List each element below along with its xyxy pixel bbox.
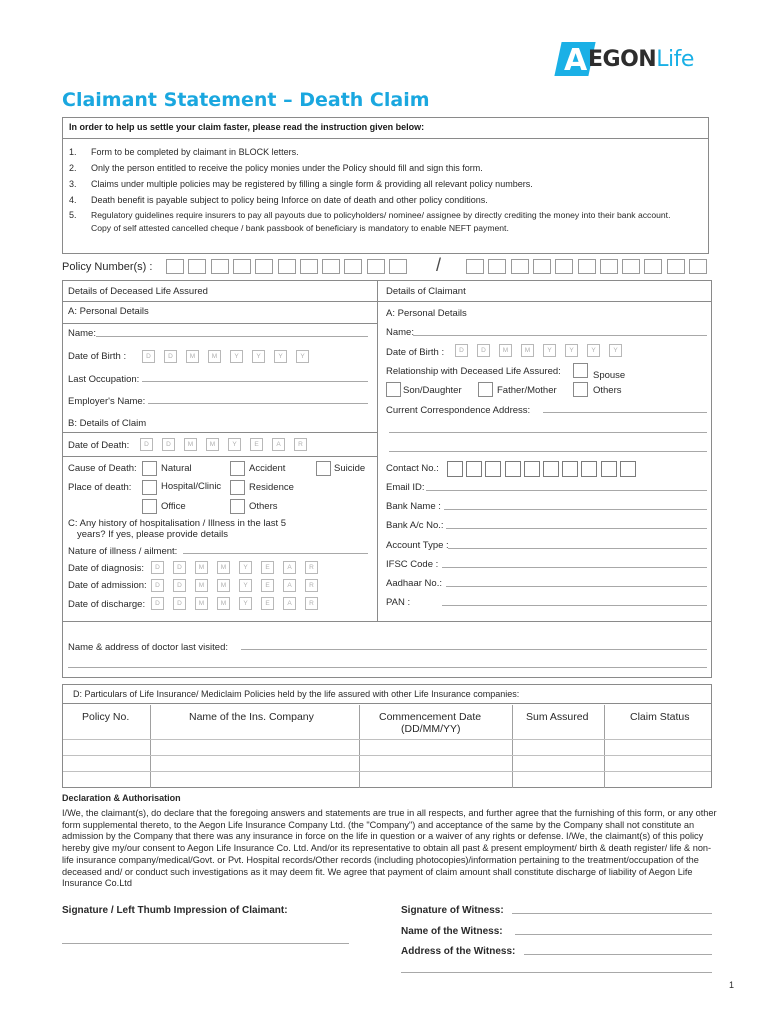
instructions-heading: In order to help us settle your claim faster, please read the instruction given below: [69, 122, 425, 132]
deceased-section-a: A: Personal Details [68, 306, 149, 317]
date-digit-box[interactable]: M [184, 438, 197, 451]
date-digit-box[interactable]: M [521, 344, 534, 357]
date-digit-box[interactable]: D [477, 344, 490, 357]
date-digit-box[interactable]: E [261, 597, 274, 610]
policy-number-digit-box[interactable] [255, 259, 273, 274]
policy-number-label: Policy Number(s) : [62, 261, 153, 273]
witness-signature-field[interactable] [512, 913, 712, 914]
date-digit-box[interactable]: M [186, 350, 199, 363]
policy-number-digit-box[interactable] [644, 259, 662, 274]
doctor-field-1[interactable] [241, 649, 707, 650]
policy-number-digit-box[interactable] [322, 259, 340, 274]
cause-accident-checkbox[interactable] [230, 461, 245, 476]
policy-number-digit-box[interactable] [389, 259, 407, 274]
contact-digit-box[interactable] [543, 461, 559, 477]
col-sum-assured: Sum Assured [526, 711, 589, 723]
policy-number-digit-box[interactable] [600, 259, 618, 274]
contact-label: Contact No.: [386, 463, 439, 474]
deceased-name-field[interactable] [96, 336, 368, 337]
declaration-heading: Declaration & Authorisation [62, 793, 181, 803]
contact-digit-box[interactable] [524, 461, 540, 477]
policy-number-digit-box[interactable] [555, 259, 573, 274]
deceased-dob-label: Date of Birth : [68, 351, 127, 362]
claimant-name-label: Name: [386, 327, 414, 338]
witness-address-label: Address of the Witness: [401, 946, 516, 957]
date-digit-box[interactable]: A [283, 561, 296, 574]
date-digit-box[interactable]: M [499, 344, 512, 357]
admission-label: Date of admission: [68, 580, 147, 591]
date-digit-box[interactable]: Y [228, 438, 241, 451]
dod-label: Date of Death: [68, 440, 130, 451]
account-type-field[interactable] [448, 548, 707, 549]
date-digit-box[interactable]: Y [609, 344, 622, 357]
deceased-section-c2: years? If yes, please provide details [77, 529, 229, 540]
date-digit-box[interactable]: Y [252, 350, 265, 363]
date-digit-box[interactable]: M [217, 561, 230, 574]
contact-digit-box[interactable] [581, 461, 597, 477]
address-field-1[interactable] [543, 412, 707, 413]
claimant-dob-label: Date of Birth : [386, 347, 445, 358]
witness-name-field[interactable] [515, 934, 712, 935]
deceased-occupation-field[interactable] [142, 381, 368, 382]
ifsc-field[interactable] [442, 567, 707, 568]
illness-label: Nature of illness / ailment: [68, 546, 178, 557]
col-company: Name of the Ins. Company [189, 711, 314, 723]
deceased-section-c: C: Any history of hospitalisation / Illness in the last 5 [68, 518, 287, 529]
deceased-name-label: Name: [68, 328, 96, 339]
policy-number-digit-box[interactable] [300, 259, 318, 274]
contact-digit-box[interactable] [562, 461, 578, 477]
cause-suicide-checkbox[interactable] [316, 461, 331, 476]
date-digit-box[interactable]: M [195, 579, 208, 592]
policy-number-digit-box[interactable] [344, 259, 362, 274]
cause-label: Cause of Death: [68, 463, 137, 474]
policy-number-digit-box[interactable] [188, 259, 206, 274]
witness-address-field-2[interactable] [401, 972, 712, 973]
date-digit-box[interactable]: D [173, 579, 186, 592]
date-digit-box[interactable]: D [151, 561, 164, 574]
date-digit-box[interactable]: R [294, 438, 307, 451]
place-label: Place of death: [68, 482, 132, 493]
contact-digit-box[interactable] [505, 461, 521, 477]
bank-name-field[interactable] [444, 509, 707, 510]
diagnosis-label: Date of diagnosis: [68, 563, 145, 574]
date-digit-box[interactable]: D [151, 579, 164, 592]
bank-ac-label: Bank A/c No.: [386, 520, 444, 531]
date-digit-box[interactable]: D [142, 350, 155, 363]
date-digit-box[interactable]: D [164, 350, 177, 363]
cause-suicide-label: Suicide [334, 463, 366, 474]
date-digit-box[interactable]: M [208, 350, 221, 363]
policy-number-digit-box[interactable] [166, 259, 184, 274]
policy-number-digit-box[interactable] [488, 259, 506, 274]
email-field[interactable] [426, 490, 707, 491]
date-digit-box[interactable]: Y [239, 561, 252, 574]
page-number: 1 [729, 980, 735, 990]
claimant-header: Details of Claimant [386, 286, 466, 297]
policy-number-digit-box[interactable] [622, 259, 640, 274]
place-others-label: Others [249, 501, 278, 512]
place-office-checkbox[interactable] [142, 499, 157, 514]
witness-signature-label: Signature of Witness: [401, 905, 504, 916]
address-label: Current Correspondence Address: [386, 405, 531, 416]
col-claim-status: Claim Status [630, 711, 690, 723]
address-field-3[interactable] [389, 451, 707, 452]
page-title: Claimant Statement – Death Claim [62, 89, 430, 111]
address-field-2[interactable] [389, 432, 707, 433]
date-digit-box[interactable]: D [140, 438, 153, 451]
logo-letter: A [564, 43, 588, 78]
relationship-label: Relationship with Deceased Life Assured: [386, 366, 561, 377]
aadhaar-label: Aadhaar No.: [386, 578, 442, 589]
bank-ac-field[interactable] [446, 528, 707, 529]
policy-number-digit-box[interactable] [466, 259, 484, 274]
policy-separator: / [436, 255, 442, 275]
date-digit-box[interactable]: D [455, 344, 468, 357]
col-date-format: (DD/MM/YY) [401, 723, 461, 735]
table-row[interactable] [63, 771, 711, 772]
date-digit-box[interactable]: R [305, 561, 318, 574]
date-digit-box[interactable]: M [206, 438, 219, 451]
date-digit-box[interactable]: A [283, 597, 296, 610]
logo-wordmark [588, 48, 694, 72]
policy-number-digit-box[interactable] [578, 259, 596, 274]
col-commencement: Commencement Date [379, 711, 482, 723]
pan-field[interactable] [442, 605, 707, 606]
date-digit-box[interactable]: M [217, 579, 230, 592]
bank-name-label: Bank Name : [386, 501, 441, 512]
logo-life: Life [656, 47, 694, 72]
contact-digit-box[interactable] [620, 461, 636, 477]
email-label: Email ID: [386, 482, 425, 493]
relationship-father-checkbox[interactable] [478, 382, 493, 397]
date-digit-box[interactable]: Y [239, 579, 252, 592]
date-digit-box[interactable]: D [173, 561, 186, 574]
employer-field[interactable] [148, 403, 368, 404]
date-digit-box[interactable]: Y [230, 350, 243, 363]
pan-label: PAN : [386, 597, 411, 608]
col-policy-no: Policy No. [82, 711, 130, 723]
table-row[interactable] [63, 739, 711, 740]
claimant-name-field[interactable] [413, 335, 707, 336]
deceased-header: Details of Deceased Life Assured [68, 286, 208, 297]
date-digit-box[interactable]: Y [274, 350, 287, 363]
table-row[interactable] [63, 755, 711, 756]
declaration-text: I/We, the claimant(s), do declare that the foregoing answers and statements are true in all respects, and further agree that the furnishing of this form, or any other form supplemental thereto, to the Aegon Life Insurance Company Ltd. (the "Company") and acceptance of the same by the Company shall not constitute an admission by the Company that there was any insurance in force on the life in question or a waiver of any rights or defense. I/We, the claimant(s) of this policy hereby give my/our consent to Aegon Life Insurance Co. Ltd. And/or its representative to obtain all past & present employment/ birth & death register/ life & non-life insurance company/medical/Govt. or Pvt. Hospital records/Other records (including photocopies)/information pertaining to the treatment/occupation of the deceased and/ or conduct such investigations as it may deem fit. We agree that payment of claim amount shall constitute discharge of liability of Aegon Life Insurance Co.Ltd [62, 808, 717, 889]
relationship-others-label: Others [593, 385, 622, 396]
date-digit-box[interactable]: Y [239, 597, 252, 610]
contact-digit-box[interactable] [485, 461, 501, 477]
doctor-label: Name & address of doctor last visited: [68, 642, 228, 653]
aadhaar-field[interactable] [446, 586, 707, 587]
policy-number-digit-box[interactable] [211, 259, 229, 274]
policy-number-digit-box[interactable] [689, 259, 707, 274]
date-digit-box[interactable]: E [250, 438, 263, 451]
date-digit-box[interactable]: E [261, 561, 274, 574]
date-digit-box[interactable]: A [283, 579, 296, 592]
deceased-section-b: B: Details of Claim [68, 418, 147, 429]
logo-egon: EGON [588, 47, 657, 72]
date-digit-box[interactable]: Y [565, 344, 578, 357]
date-digit-box[interactable]: E [261, 579, 274, 592]
relationship-son-checkbox[interactable] [386, 382, 401, 397]
contact-digit-box[interactable] [601, 461, 617, 477]
date-digit-box[interactable]: Y [296, 350, 309, 363]
policy-number-digit-box[interactable] [533, 259, 551, 274]
date-digit-box[interactable]: R [305, 597, 318, 610]
cause-natural-label: Natural [161, 463, 192, 474]
place-residence-label: Residence [249, 482, 294, 493]
details-section [62, 280, 712, 678]
relationship-spouse-label: Spouse [593, 370, 626, 381]
instructions-box: In order to help us settle your claim faster, please read the instruction given below: 1. Form to be completed by claimant in BLOCK letters. 2. Only the person entitled to receive the policy monies under the Policy should fill and sign this form. 3. Claims under multiple policies may be registered by filling a single form & providing all relevant policy numbers. 4. Death benefit is payable subject to policy being Inforce on date of death and other policy conditions. 5. Regulatory guidelines require insurers to pay all payouts due to policyholders/ nominee/ assignee by directly crediting the money into their bank account. Copy of self attested cancelled cheque / bank passbook of beneficiary is mandatory to enable NEFT payment. [62, 117, 709, 254]
date-digit-box[interactable]: A [272, 438, 285, 451]
contact-digit-box[interactable] [466, 461, 482, 477]
insurance-heading: D: Particulars of Life Insurance/ Mediclaim Policies held by the life assured with other Life Insurance companies: [73, 689, 520, 699]
witness-name-label: Name of the Witness: [401, 926, 503, 937]
illness-field[interactable] [183, 553, 368, 554]
place-hospital-checkbox[interactable] [142, 480, 157, 495]
relationship-father-label: Father/Mother [497, 385, 557, 396]
policy-number-digit-box[interactable] [511, 259, 529, 274]
date-digit-box[interactable]: D [173, 597, 186, 610]
employer-label: Employer's Name: [68, 396, 146, 407]
deceased-occupation-label: Last Occupation: [68, 374, 140, 385]
insurance-table [62, 684, 712, 788]
policy-number-digit-box[interactable] [367, 259, 385, 274]
ifsc-label: IFSC Code : [386, 559, 439, 570]
date-digit-box[interactable]: D [162, 438, 175, 451]
claimant-signature-field[interactable] [62, 943, 349, 944]
date-digit-box[interactable]: M [195, 597, 208, 610]
date-digit-box[interactable]: R [305, 579, 318, 592]
claimant-section-a: A: Personal Details [386, 308, 467, 319]
date-digit-box[interactable]: D [151, 597, 164, 610]
doctor-field-2[interactable] [68, 667, 707, 668]
place-hospital-label: Hospital/Clinic [161, 481, 222, 492]
relationship-others-checkbox[interactable] [573, 382, 588, 397]
date-digit-box[interactable]: Y [543, 344, 556, 357]
cause-natural-checkbox[interactable] [142, 461, 157, 476]
date-digit-box[interactable]: Y [587, 344, 600, 357]
place-office-label: Office [161, 501, 186, 512]
policy-number-digit-box[interactable] [667, 259, 685, 274]
aegon-life-logo [558, 40, 718, 82]
policy-number-digit-box[interactable] [233, 259, 251, 274]
cause-accident-label: Accident [249, 463, 286, 474]
date-digit-box[interactable]: M [217, 597, 230, 610]
place-residence-checkbox[interactable] [230, 480, 245, 495]
policy-number-digit-box[interactable] [278, 259, 296, 274]
claimant-signature-label: Signature / Left Thumb Impression of Claimant: [62, 905, 288, 916]
discharge-label: Date of discharge: [68, 599, 146, 610]
relationship-son-label: Son/Daughter [403, 385, 462, 396]
account-type-label: Account Type : [386, 540, 449, 551]
contact-digit-box[interactable] [447, 461, 463, 477]
place-others-checkbox[interactable] [230, 499, 245, 514]
date-digit-box[interactable]: M [195, 561, 208, 574]
witness-address-field-1[interactable] [524, 954, 712, 955]
relationship-spouse-checkbox[interactable] [573, 363, 588, 378]
